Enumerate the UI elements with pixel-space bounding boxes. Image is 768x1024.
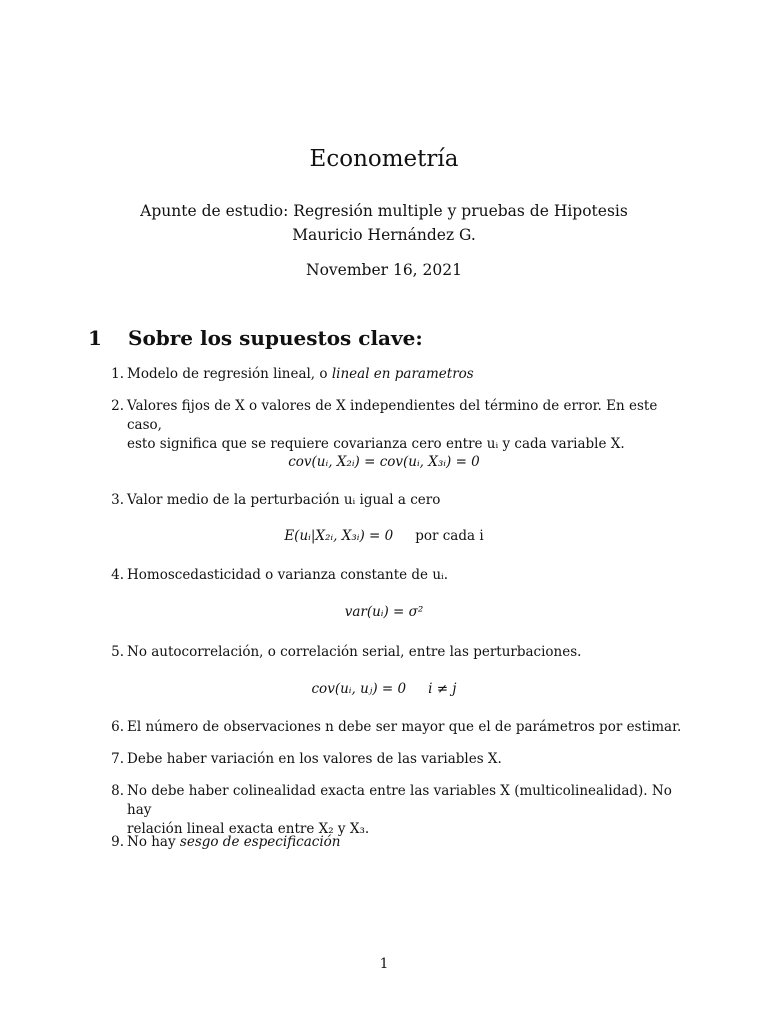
page-number: 1	[379, 956, 389, 972]
list-item-number: 2.	[111, 398, 124, 414]
section-title: Sobre los supuestos clave:	[128, 326, 423, 350]
list-item	[104, 718, 684, 737]
document-title: Econometría	[309, 146, 459, 172]
list-item	[104, 397, 684, 454]
list-item-number: 7.	[111, 751, 124, 767]
list-item	[104, 782, 684, 839]
equation-covariance-zero: cov(uᵢ, X₂ᵢ) = cov(uᵢ, X₃ᵢ) = 0	[288, 454, 480, 470]
list-item-number: 8.	[111, 783, 124, 799]
section-number: 1	[88, 326, 102, 350]
equation-conditional-mean: E(uᵢ|X₂ᵢ, X₃ᵢ) = 0 por cada i	[284, 528, 484, 544]
list-item-text: El número de observaciones n debe ser mayor que el de parámetros por estimar.	[127, 719, 682, 735]
equation-note: i ≠ j	[428, 681, 457, 697]
list-item-text-line2: relación lineal exacta entre X₂ y X₃.	[127, 821, 370, 837]
list-item-number: 4.	[111, 567, 124, 583]
list-item-text: Valor medio de la perturbación uᵢ igual a cero	[127, 492, 441, 508]
section-heading	[88, 326, 423, 350]
list-item-number: 5.	[111, 644, 124, 660]
list-item-text: Homoscedasticidad o varianza constante de uᵢ.	[127, 567, 449, 583]
list-item-text-line1: No debe haber colinealidad exacta entre las variables X (multicolinealidad). No hay	[127, 783, 672, 818]
list-item-text: Modelo de regresión lineal, o	[127, 366, 332, 382]
list-item	[104, 833, 684, 852]
equation-variance: var(uᵢ) = σ²	[344, 604, 424, 620]
list-item-number: 6.	[111, 719, 124, 735]
list-item-text: No autocorrelación, o correlación serial, entre las perturbaciones.	[127, 644, 582, 660]
list-item-text: Debe haber variación en los valores de las variables X.	[127, 751, 502, 767]
document-date: November 16, 2021	[306, 261, 462, 279]
list-item	[104, 750, 684, 769]
list-item-emphasis: sesgo de especificación	[179, 834, 341, 850]
list-item-number: 9.	[111, 834, 124, 850]
list-item-number: 3.	[111, 492, 124, 508]
equation-autocorrelation: cov(uᵢ, uⱼ) = 0 i ≠ j	[311, 681, 457, 697]
document-author: Mauricio Hernández G.	[292, 226, 476, 244]
list-item-text-line1: Valores fijos de X o valores de X independientes del término de error. En este caso,	[127, 398, 658, 433]
list-item	[104, 643, 684, 662]
document-subtitle: Apunte de estudio: Regresión multiple y pruebas de Hipotesis	[140, 202, 628, 220]
list-item	[104, 365, 684, 384]
list-item-number: 1.	[111, 366, 124, 382]
list-item	[104, 566, 684, 585]
list-item-text-line2: esto significa que se requiere covarianza cero entre uᵢ y cada variable X.	[127, 436, 625, 452]
equation-note: por cada i	[415, 528, 484, 544]
list-item-text: No hay	[127, 834, 180, 850]
list-item-emphasis: lineal en parametros	[331, 366, 474, 382]
list-item	[104, 491, 684, 510]
